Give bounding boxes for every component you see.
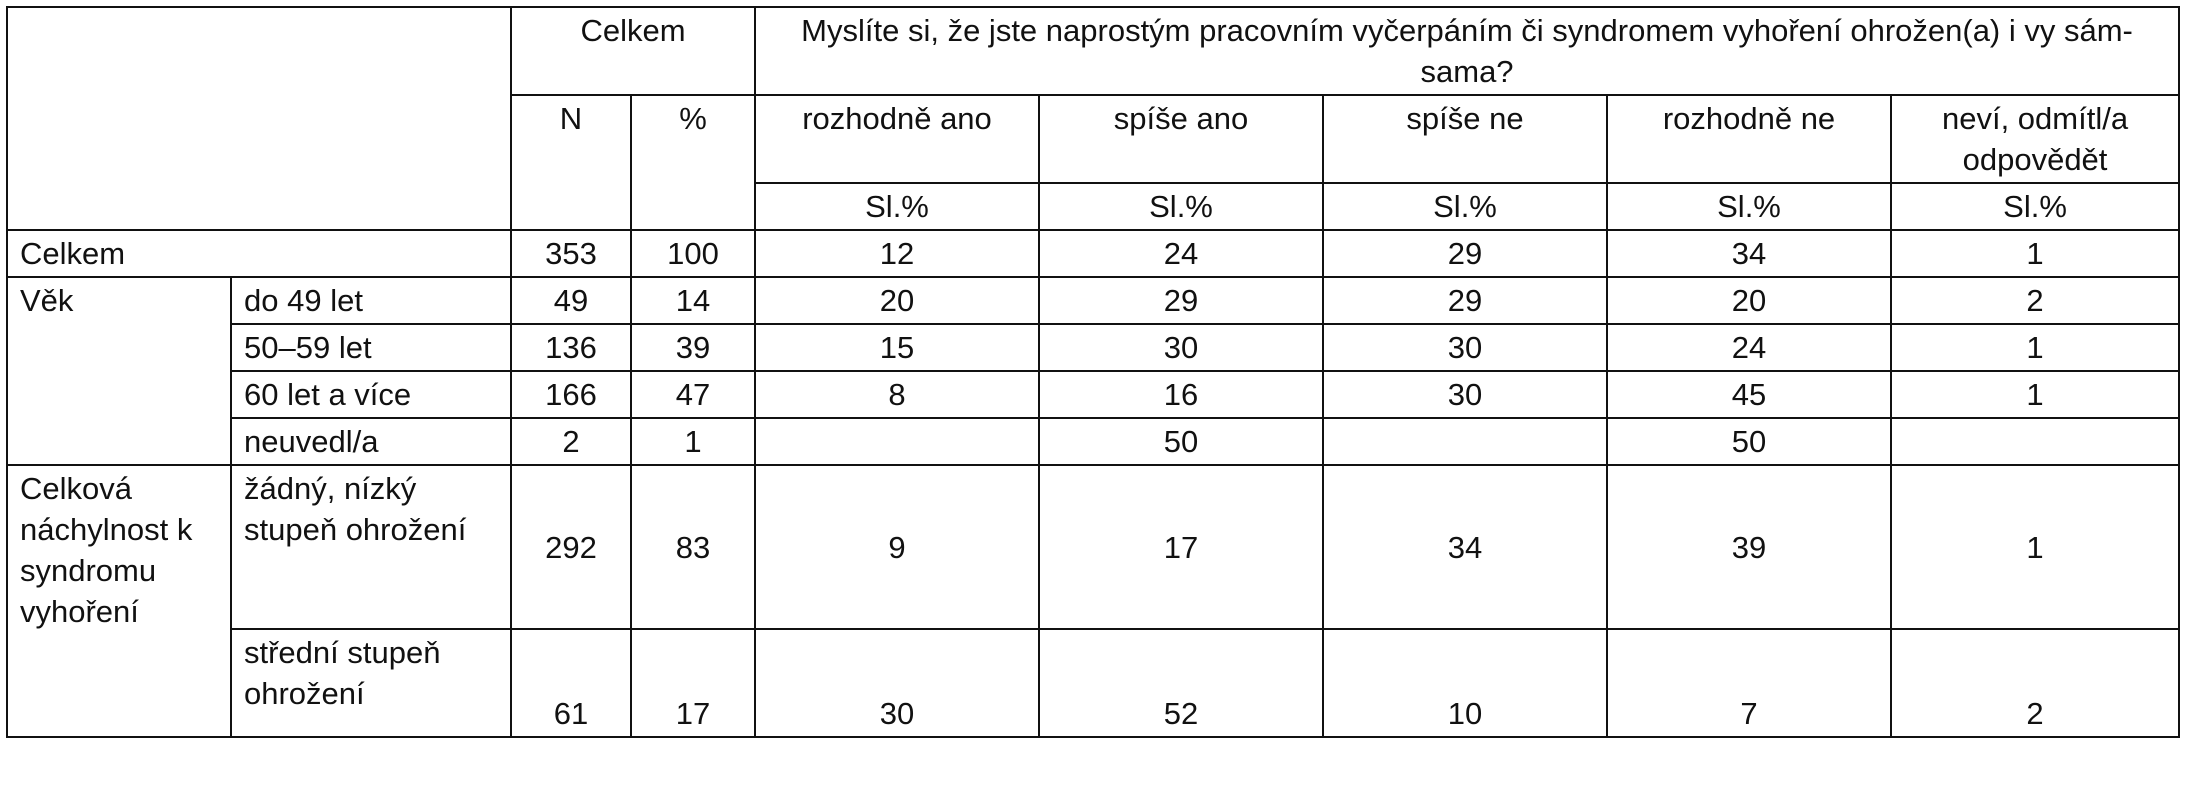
value-cell: 20	[755, 277, 1039, 324]
row-label: neuvedl/a	[231, 418, 511, 465]
pct-cell: 83	[631, 465, 755, 629]
value-cell: 8	[755, 371, 1039, 418]
value-cell: 34	[1607, 230, 1891, 277]
value-cell: 10	[1323, 629, 1607, 737]
n-cell: 2	[511, 418, 631, 465]
value-cell	[1891, 418, 2179, 465]
row-label: Celkem	[7, 230, 511, 277]
value-cell: 15	[755, 324, 1039, 371]
answer-header: rozhodně ano	[755, 95, 1039, 183]
pct-cell: 100	[631, 230, 755, 277]
value-cell: 2	[1891, 277, 2179, 324]
value-cell: 1	[1891, 230, 2179, 277]
value-cell: 29	[1323, 277, 1607, 324]
value-cell: 1	[1891, 324, 2179, 371]
value-cell: 9	[755, 465, 1039, 629]
pct-cell: 14	[631, 277, 755, 324]
value-cell: 30	[755, 629, 1039, 737]
value-cell: 29	[1323, 230, 1607, 277]
value-cell: 45	[1607, 371, 1891, 418]
pct-cell: 1	[631, 418, 755, 465]
n-cell: 353	[511, 230, 631, 277]
value-cell: 50	[1039, 418, 1323, 465]
table-row	[7, 418, 2179, 465]
value-cell: 30	[1323, 371, 1607, 418]
row-label: střední stupeň ohrožení	[231, 629, 511, 737]
n-cell: 166	[511, 371, 631, 418]
value-cell: 1	[1891, 371, 2179, 418]
table-row	[7, 277, 2179, 324]
row-label: 60 let a více	[231, 371, 511, 418]
value-cell: 7	[1607, 629, 1891, 737]
table-row-total	[7, 230, 2179, 277]
group-label-age: Věk	[7, 277, 231, 465]
value-cell: 16	[1039, 371, 1323, 418]
group-label-burnout: Celková náchylnost k syndromu vyhoření	[7, 465, 231, 737]
n-cell: 49	[511, 277, 631, 324]
value-cell	[755, 418, 1039, 465]
table-row	[7, 465, 2179, 629]
answer-header: spíše ano	[1039, 95, 1323, 183]
sl-pct-header: Sl.%	[1323, 183, 1607, 230]
pct-cell: 47	[631, 371, 755, 418]
answer-header: spíše ne	[1323, 95, 1607, 183]
row-label: žádný, nízký stupeň ohrožení	[231, 465, 511, 629]
question-header: Myslíte si, že jste naprostým pracovním vyčerpáním či syndromem vyhoření ohrožen(a) i vy sám-sama?	[755, 7, 2179, 95]
pct-cell: 17	[631, 629, 755, 737]
total-header: Celkem	[511, 7, 755, 95]
value-cell: 34	[1323, 465, 1607, 629]
value-cell: 29	[1039, 277, 1323, 324]
sl-pct-header: Sl.%	[1891, 183, 2179, 230]
value-cell	[1323, 418, 1607, 465]
sl-pct-header: Sl.%	[1607, 183, 1891, 230]
table-row	[7, 629, 2179, 737]
table-row	[7, 324, 2179, 371]
sl-pct-header: Sl.%	[1039, 183, 1323, 230]
n-cell: 292	[511, 465, 631, 629]
value-cell: 12	[755, 230, 1039, 277]
value-cell: 24	[1607, 324, 1891, 371]
answer-header: rozhodně ne	[1607, 95, 1891, 183]
answer-header: neví, odmítl/a odpovědět	[1891, 95, 2179, 183]
value-cell: 39	[1607, 465, 1891, 629]
header-row-1	[7, 7, 2179, 95]
n-header: N	[511, 95, 631, 230]
pct-header: %	[631, 95, 755, 230]
value-cell: 50	[1607, 418, 1891, 465]
pct-cell: 39	[631, 324, 755, 371]
survey-table	[6, 6, 2180, 738]
value-cell: 30	[1039, 324, 1323, 371]
sl-pct-header: Sl.%	[755, 183, 1039, 230]
n-cell: 61	[511, 629, 631, 737]
value-cell: 20	[1607, 277, 1891, 324]
value-cell: 1	[1891, 465, 2179, 629]
n-cell: 136	[511, 324, 631, 371]
value-cell: 24	[1039, 230, 1323, 277]
value-cell: 52	[1039, 629, 1323, 737]
value-cell: 17	[1039, 465, 1323, 629]
value-cell: 30	[1323, 324, 1607, 371]
corner-cell	[7, 7, 511, 230]
row-label: 50–59 let	[231, 324, 511, 371]
table-row	[7, 371, 2179, 418]
value-cell: 2	[1891, 629, 2179, 737]
row-label: do 49 let	[231, 277, 511, 324]
